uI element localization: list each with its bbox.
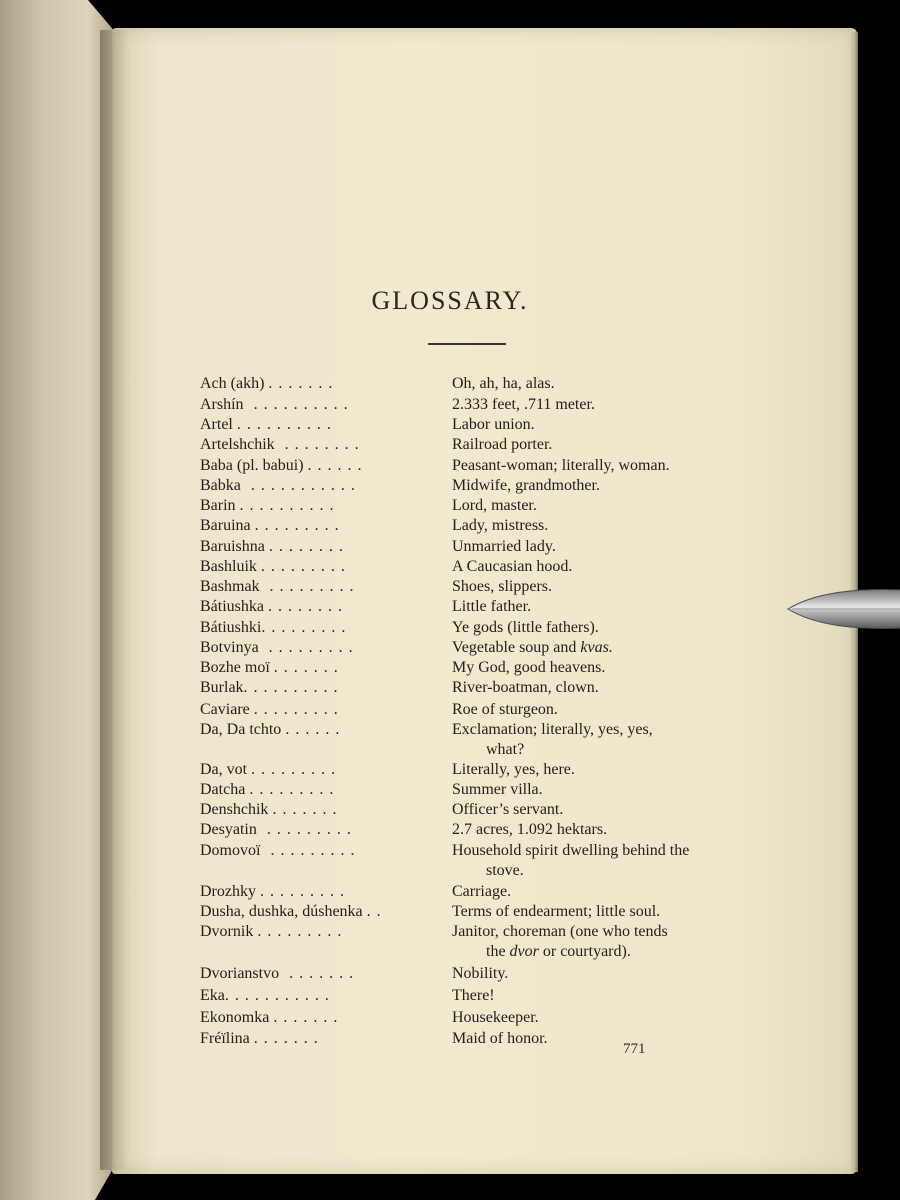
entry-term: Caviare	[200, 701, 250, 718]
entry-term: Baruina	[200, 517, 251, 534]
entry-definition: Roe of sturgeon.	[452, 701, 558, 718]
leader-dots: ..	[366, 903, 387, 920]
leader-dots: .........	[253, 701, 344, 718]
entry-definition: Officer’s servant.	[452, 801, 564, 818]
entry-term: Artelshchik	[200, 436, 275, 453]
leader-dots: .......	[273, 659, 344, 676]
entry-definition: Midwife, grandmother.	[452, 477, 600, 494]
entry-definition: Literally, yes, here.	[452, 761, 575, 778]
entry-definition: Carriage.	[452, 883, 512, 900]
entry-definition: Railroad porter.	[452, 436, 553, 453]
leader-dots: .......	[279, 965, 360, 982]
leader-dots: ........	[268, 598, 348, 615]
entry-definition: Shoes, slippers.	[452, 578, 552, 595]
leader-dots: ........	[268, 538, 349, 555]
leader-dots: ..........	[239, 497, 340, 514]
leader-dots: .......	[268, 375, 339, 392]
entry-definition: Summer villa.	[452, 781, 543, 798]
entry-definition: Ye gods (little fathers).	[452, 619, 599, 636]
entry-term: Desyatin	[200, 821, 257, 838]
entry-definition: Maid of honor.	[452, 1030, 548, 1047]
entry-term: Fréïlina	[200, 1030, 250, 1047]
entry-term: Da, vot	[200, 761, 248, 778]
leader-dots: ..........	[243, 396, 354, 413]
entry-definition: Oh, ah, ha, alas.	[452, 375, 555, 392]
entry-term: Bátiushki	[200, 619, 262, 636]
leader-dots: .........	[254, 517, 345, 534]
entry-definition-continuation: stove.	[486, 862, 524, 879]
entry-definition: 2.7 acres, 1.092 hektars.	[452, 821, 608, 838]
leader-dots: ..........	[236, 416, 337, 433]
entry-definition-continuation: the	[486, 943, 506, 960]
entry-definition: Little father.	[452, 598, 532, 615]
leader-dots: .........	[258, 639, 359, 656]
entry-term: Dvorianstvo	[200, 965, 280, 982]
entry-term: Ekonomka	[200, 1009, 270, 1026]
entry-term: Drozhky	[200, 883, 256, 900]
entry-definition: Exclamation; literally, yes, yes,	[452, 721, 653, 738]
entry-term: Denshchik	[200, 801, 269, 818]
entry-term: Bashmak	[200, 578, 260, 595]
entry-term: Arshín	[200, 396, 244, 413]
entry-definition-italic: dvor	[509, 943, 539, 960]
entry-term: Da, Da tchto	[200, 721, 282, 738]
entry-term: Barin	[200, 497, 236, 514]
entry-term: Burlak	[200, 679, 244, 696]
leader-dots: ..........	[243, 679, 344, 696]
entry-definition: Housekeeper.	[452, 1009, 539, 1026]
leader-dots: .........	[259, 883, 350, 900]
leader-dots: .........	[256, 821, 357, 838]
entry-definition: River-boatman, clown.	[452, 679, 599, 696]
entry-definition: Household spirit dwelling behind the	[452, 842, 690, 859]
entry-definition: There!	[452, 987, 495, 1004]
leader-dots: ...........	[240, 477, 361, 494]
entry-term: Datcha	[200, 781, 246, 798]
letter-opener-icon	[786, 584, 900, 634]
entry-definition: Lady, mistress.	[452, 517, 549, 534]
entry-definition: Unmarried lady.	[452, 538, 556, 555]
entry-term: Dusha, dushka, dúshenka	[200, 903, 363, 920]
leader-dots: .........	[257, 923, 348, 940]
entry-definition: Lord, master.	[452, 497, 537, 514]
entry-definition: Vegetable soup and	[452, 639, 577, 656]
entry-term: Botvinya	[200, 639, 259, 656]
entry-term: Eka	[200, 987, 225, 1004]
entry-term: Domovoï	[200, 842, 261, 859]
entry-term: Artel	[200, 416, 233, 433]
entry-definition: Terms of endearment; little soul.	[452, 903, 661, 920]
leader-dots: .......	[253, 1030, 324, 1047]
entry-definition-italic: kvas.	[580, 639, 613, 656]
leader-dots: .......	[272, 801, 343, 818]
entry-definition: A Caucasian hood.	[452, 558, 573, 575]
entry-definition: 2.333 feet, .711 meter.	[452, 396, 595, 413]
entry-term: Babka	[200, 477, 241, 494]
leader-dots: .........	[260, 842, 361, 859]
entry-term: Baba (pl. babui)	[200, 457, 304, 474]
entry-term: Bátiushka	[200, 598, 264, 615]
leader-dots: .........	[259, 578, 360, 595]
entry-term: Ach (akh)	[200, 375, 265, 392]
entry-definition: Labor union.	[452, 416, 535, 433]
leader-dots: .........	[261, 619, 352, 636]
entry-term: Baruishna	[200, 538, 265, 555]
leader-dots: .......	[273, 1009, 344, 1026]
leader-dots: .........	[251, 761, 342, 778]
entry-term: Bashluik	[200, 558, 257, 575]
page-title: GLOSSARY.	[371, 286, 529, 315]
entry-definition-continuation: or courtyard).	[542, 943, 631, 960]
entry-term: Bozhe moï	[200, 659, 270, 676]
leader-dots: ......	[285, 721, 346, 738]
entry-term: Dvornik	[200, 923, 254, 940]
leader-dots: ...........	[224, 987, 335, 1004]
page-number: 771	[623, 1041, 646, 1057]
entry-definition-continuation: what?	[486, 741, 525, 758]
leader-dots: .........	[249, 781, 340, 798]
leader-dots: ......	[307, 457, 368, 474]
entry-definition: Janitor, choreman (one who tends	[452, 923, 668, 940]
entry-definition: My God, good heavens.	[452, 659, 606, 676]
leader-dots: .........	[260, 558, 351, 575]
entry-definition: Peasant-woman; literally, woman.	[452, 457, 670, 474]
entry-definition: Nobility.	[452, 965, 509, 982]
leader-dots: ........	[274, 436, 365, 453]
